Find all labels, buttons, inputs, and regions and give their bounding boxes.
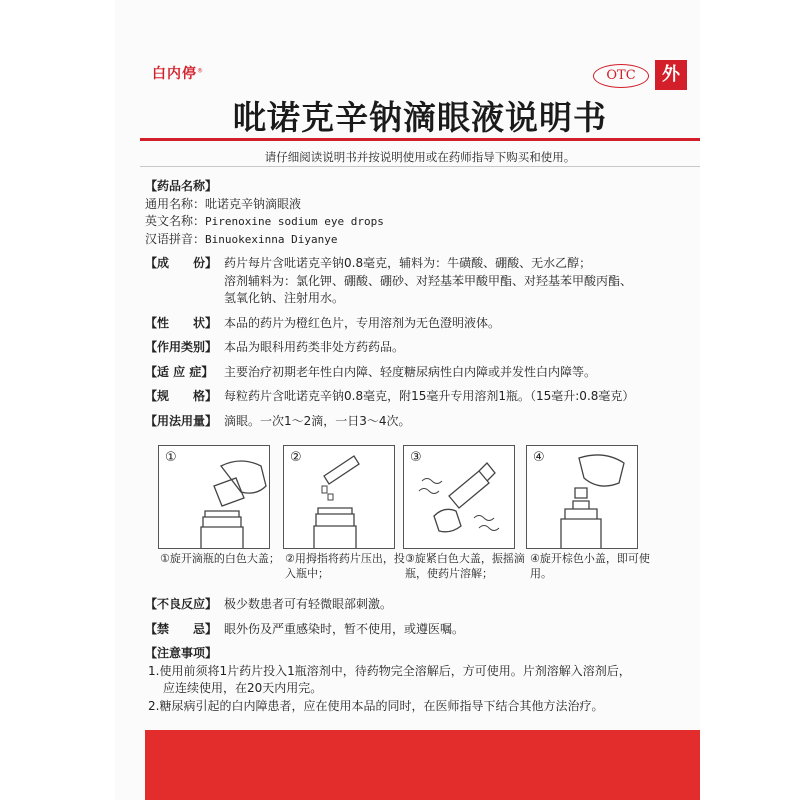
step-2-figure (283, 445, 395, 549)
step-1-caption: ①旋开滴瓶的白色大盖； (160, 552, 280, 565)
dosage-label: 【用法用量】 (145, 413, 218, 428)
step-number: ① (165, 450, 177, 465)
step-number: ④ (533, 450, 545, 465)
note-line: 2.糖尿病引起的白内障患者，应在使用本品的同时，在医师指导下结合其他方法治疗。 (148, 698, 604, 713)
drug-name-section (145, 178, 705, 248)
brand-logo: 白内停® (152, 66, 204, 82)
pinyin-name: Binuokexinna Diyanye (205, 232, 338, 246)
composition-line: 溶剂辅料为：氯化钾、硼酸、硼砂、对羟基苯甲酸甲酯、对羟基苯甲酸丙酯、 (224, 273, 633, 288)
contraindication-text: 眼外伤及严重感染时，暂不使用，或遵医嘱。 (224, 621, 465, 636)
step-3-figure (403, 445, 515, 549)
tablet-press-illustration (284, 446, 394, 548)
contraindication-label: 【禁 忌】 (145, 621, 218, 636)
shake-bottle-illustration (404, 446, 514, 548)
category-label: 【作用类别】 (145, 340, 218, 354)
step-4-figure (526, 445, 638, 549)
drug-name-header: 【药品名称】 (145, 179, 218, 193)
specification-section (145, 388, 705, 406)
composition-line: 药片每片含吡诺克辛钠0.8毫克，辅料为：牛磺酸、硼酸、无水乙醇； (224, 256, 592, 270)
step-4-caption: ④旋开棕色小盖，即可使用。 (530, 552, 650, 580)
indications-section (145, 364, 705, 382)
external-use-badge: 外 (655, 60, 687, 90)
notes-header: 【注意事项】 (145, 646, 218, 660)
leaflet-bottom-content (140, 596, 700, 715)
indications-text: 主要治疗初期老年性白内障、轻度糖尿病性白内障或并发性白内障等。 (224, 364, 597, 379)
subtitle-divider (140, 166, 700, 167)
generic-name: 通用名称：吡诺克辛钠滴眼液 (145, 196, 302, 211)
properties-section (145, 315, 705, 333)
leaflet-content (145, 178, 705, 437)
english-name: Pirenoxine sodium eye drops (205, 215, 384, 228)
adverse-label: 【不良反应】 (145, 597, 218, 611)
open-small-cap-illustration (527, 446, 637, 548)
subtitle-notice: 请仔细阅读说明书并按说明使用或在药师指导下购买和使用。 (264, 150, 576, 164)
composition-label: 【成 份】 (145, 256, 218, 270)
page-title: 吡诺克辛钠滴眼液说明书 (233, 98, 607, 137)
adverse-text: 极少数患者可有轻微眼部刺激。 (224, 597, 393, 611)
contraindication-section (145, 621, 700, 639)
category-section (145, 339, 705, 357)
step-1-figure (158, 445, 270, 549)
dosage-text: 滴眼。一次1～2滴，一日3～4次。 (224, 413, 411, 428)
adverse-section (145, 596, 700, 614)
pinyin-line: 汉语拼音：Binuokexinna Diyanye (145, 231, 338, 246)
specification-text: 每粒药片含吡诺克辛钠0.8毫克，附15毫升专用溶剂1瓶。（15毫升:0.8毫克） (224, 389, 635, 403)
step-number: ③ (410, 450, 422, 465)
step-3-caption: ③旋紧白色大盖，振摇滴瓶，使药片溶解； (405, 552, 525, 580)
notes-section (145, 645, 700, 715)
specification-label: 【规 格】 (145, 389, 218, 403)
note-line: 1.使用前须将1片药片投入1瓶溶剂中，待药物完全溶解后，方可使用。片剂溶解入溶剂后， (148, 663, 631, 678)
english-name-line: 英文名称：Pirenoxine sodium eye drops (145, 214, 384, 228)
properties-text: 本品的药片为橙红色片，专用溶剂为无色澄明液体。 (224, 315, 501, 330)
bottom-red-band (145, 730, 700, 800)
dosage-section (145, 413, 705, 431)
note-line: 应连续使用，在20天内用完。 (163, 681, 323, 695)
category-text: 本品为眼科用药类非处方药药品。 (224, 340, 405, 354)
indications-label: 【适 应 症】 (145, 364, 214, 379)
otc-badge: OTC (593, 64, 649, 88)
title-divider (140, 138, 700, 141)
bottle-cap-open-illustration (159, 446, 269, 548)
composition-section (145, 255, 705, 308)
step-number: ② (290, 450, 302, 465)
properties-label: 【性 状】 (145, 315, 218, 330)
composition-line: 氢氧化钠、注射用水。 (224, 291, 345, 305)
usage-illustrations (158, 445, 650, 580)
step-2-caption: ②用拇指将药片压出，投入瓶中； (285, 552, 405, 580)
